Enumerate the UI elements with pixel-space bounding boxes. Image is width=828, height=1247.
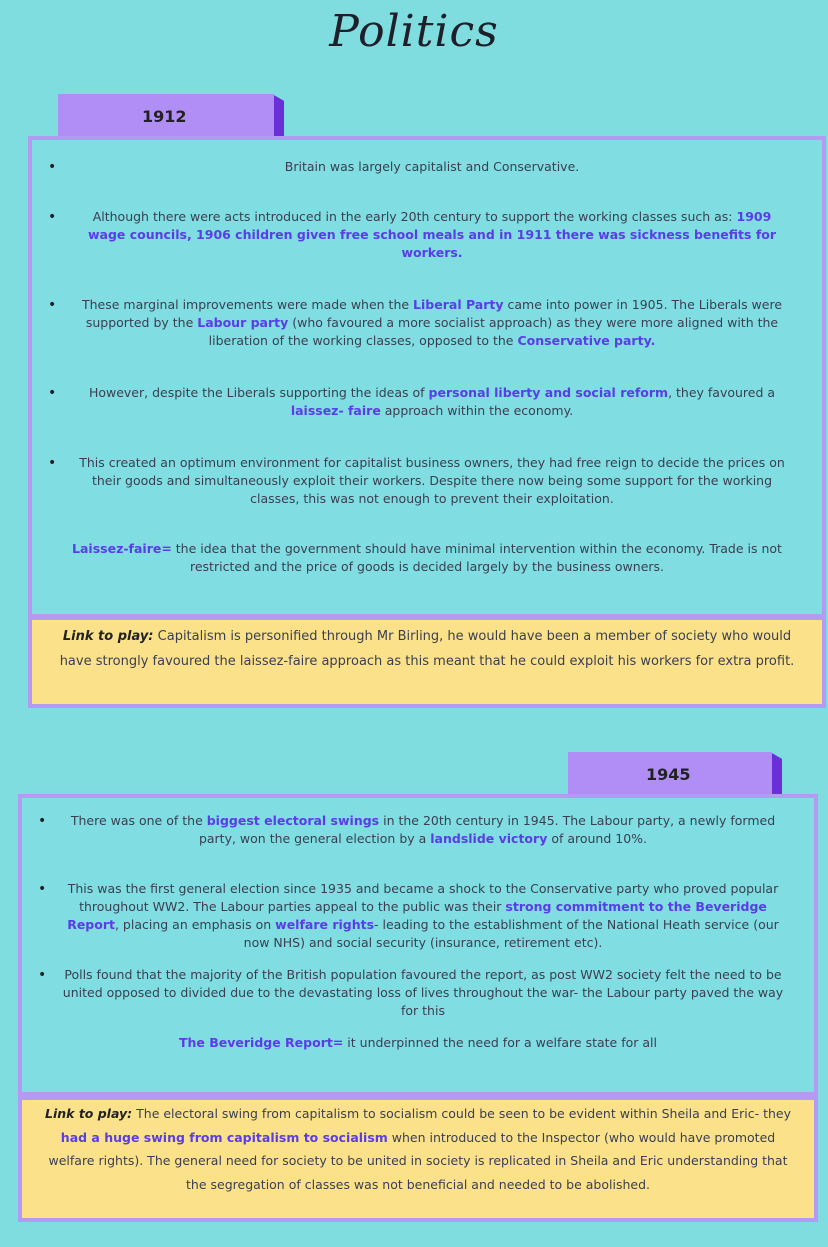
link-to-play-1912: Link to play: Capitalism is personified through Mr Birling, he would have been a member of society who would have strongly favoured the laissez-faire approach as this meant that he could exploit his workers for extra profit. (28, 616, 826, 708)
year-1945-label: 1945 (646, 764, 691, 784)
panel-1945 (18, 794, 818, 1096)
bullet-list-1912 (32, 158, 822, 508)
bullet-1945-2: • This was the first general election since 1935 and became a shock to the Conservative party who proved popular throughout WW2. The Labour parties appeal to the public was their strong commitment to the Beveridge Report, placing an emphasis on welfare rights- leading to the establishment of the National Heath service (our now NHS) and social security (insurance, retirement etc). (22, 880, 814, 952)
bullet-list-1945 (22, 812, 814, 1020)
year-tag-1945 (568, 752, 772, 796)
bullet-1945-3: • Polls found that the majority of the British population favoured the report, as post WW2 society felt the need to be united opposed to divided due to the devastating loss of lives throughout the war- the Labour party paved the way for this (22, 966, 814, 1020)
panel-1912 (28, 136, 826, 618)
bullet-1945-1: • There was one of the biggest electoral swings in the 20th century in 1945. The Labour party, a newly formed party, won the general election by a landslide victory of around 10%. (22, 812, 814, 848)
bullet-1912-5: • This created an optimum environment for capitalist business owners, they had free reign to decide the prices on their goods and simultaneously exploit their workers. Despite there now being some support for the working classes, this was not enough to prevent their exploitation. (32, 454, 822, 508)
definition-beveridge-report: The Beveridge Report= it underpinned the need for a welfare state for all (179, 1035, 657, 1050)
bullet-1912-3: • These marginal improvements were made when the Liberal Party came into power in 1905. The Liberals were supported by the Labour party (who favoured a more socialist approach) as they were more aligned with the liberation of the working classes, opposed to the Conservative party. (32, 296, 822, 350)
definition-laissez-faire: Laissez-faire= the idea that the government should have minimal intervention within the economy. Trade is not restricted and the price of goods is decided largely by the business owners. (72, 541, 782, 574)
page-title: Politics (329, 6, 499, 57)
link-to-play-1945: Link to play: The electoral swing from capitalism to socialism could be seen to be evident within Sheila and Eric- they had a huge swing from capitalism to socialism when introduced to the Inspector (who would have promoted welfare rights). The general need for society to be united in society is replicated in Sheila and Eric understanding that the segregation of classes was not beneficial and needed to be abolished. (18, 1096, 818, 1222)
bullet-1912-2: • Although there were acts introduced in the early 20th century to support the working classes such as: 1909 wage councils, 1906 children given free school meals and in 1911 there was sickness benefits for workers. (32, 208, 822, 262)
bullet-1912-1: • Britain was largely capitalist and Conservative. (32, 158, 822, 176)
bullet-1912-4: • However, despite the Liberals supporting the ideas of personal liberty and social reform, they favoured a laissez- faire approach within the economy. (32, 384, 822, 420)
year-1912-label: 1912 (142, 106, 187, 126)
year-tag-1912 (58, 94, 274, 138)
